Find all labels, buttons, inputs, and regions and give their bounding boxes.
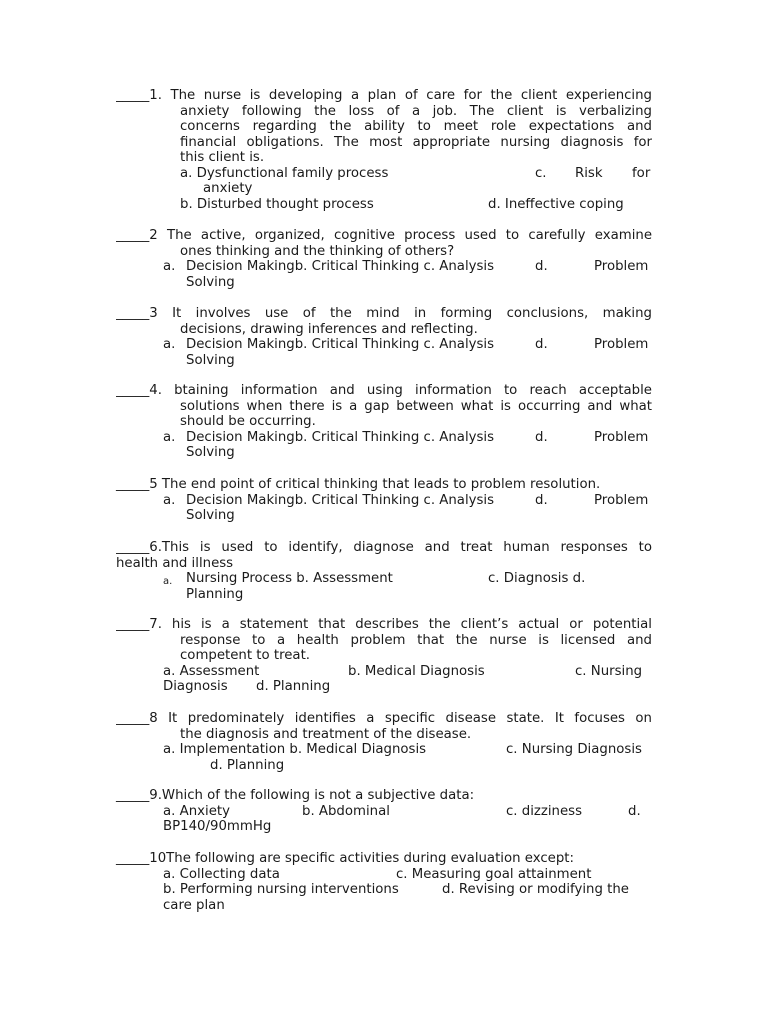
option-c: c. Nursing xyxy=(575,663,643,679)
question-2 xyxy=(116,228,652,290)
question-text: this client is. xyxy=(180,150,265,165)
question-text: response to a health problem that the nurse is licensed and xyxy=(180,632,652,648)
question-text: decisions, drawing inferences and reflecting. xyxy=(180,321,478,337)
question-text: _____3 It involves use of the mind in forming conclusions, making xyxy=(116,306,652,321)
option-c-continuation: anxiety xyxy=(203,181,253,196)
question-5 xyxy=(116,477,652,524)
options-abc: Decision Makingb. Critical Thinking c. Analysis xyxy=(186,429,495,445)
option-d-continuation: BP140/90mmHg xyxy=(163,819,272,834)
option-d-continuation: Planning xyxy=(186,586,244,602)
question-10 xyxy=(116,851,652,913)
question-text: anxiety following the loss of a job. The client is verbalizing xyxy=(180,103,652,119)
option-d: Problem xyxy=(594,259,649,274)
question-4 xyxy=(116,383,652,461)
option-c-label: c. xyxy=(535,165,547,181)
question-text: health and illness xyxy=(116,555,234,571)
option-c: c. Measuring goal attainment xyxy=(396,866,592,882)
option-d-continuation: Solving xyxy=(186,445,235,460)
options-ab: a. Implementation b. Medical Diagnosis xyxy=(163,742,427,757)
options-row xyxy=(116,882,652,898)
question-text: _____9.Which of the following is not a subjective data: xyxy=(116,788,475,803)
question-text: the diagnosis and treatment of the disease. xyxy=(180,726,472,742)
option-d-continuation: care plan xyxy=(163,897,225,913)
options-row xyxy=(116,804,652,820)
option-c: c. Nursing Diagnosis xyxy=(506,742,642,757)
option-d-label: d. xyxy=(628,803,641,819)
question-7 xyxy=(116,617,652,695)
option-c-word: Risk xyxy=(575,165,603,181)
options-row xyxy=(116,430,652,446)
question-1 xyxy=(116,88,652,212)
option-a-label: a. xyxy=(163,337,176,352)
option-d-continuation: Solving xyxy=(186,352,235,368)
question-text: _____2 The active, organized, cognitive process used to carefully examine xyxy=(116,228,652,243)
options-row xyxy=(116,867,652,883)
option-c-continuation: Diagnosis xyxy=(163,679,228,694)
option-b: b. Medical Diagnosis xyxy=(348,663,485,679)
option-d: d. Revising or modifying the xyxy=(442,882,629,897)
question-text: ones thinking and the thinking of others? xyxy=(180,243,455,259)
option-d-continuation: Solving xyxy=(186,274,235,290)
options-row xyxy=(116,679,652,695)
option-a-label: a. xyxy=(163,429,176,445)
options-row xyxy=(116,664,652,680)
question-9 xyxy=(116,788,652,835)
question-text: _____7. his is a statement that describes the client’s actual or potential xyxy=(116,617,652,632)
question-text: _____8 It predominately identifies a specific disease state. It focuses on xyxy=(116,711,652,726)
option-d-label: d. xyxy=(535,259,548,274)
question-text: _____4. btaining information and using information to reach acceptable xyxy=(116,383,652,398)
option-b: b. Abdominal xyxy=(302,803,390,819)
options-abc: Decision Makingb. Critical Thinking c. Analysis xyxy=(186,492,495,508)
option-a: a. Assessment xyxy=(163,663,260,679)
option-a: a. Dysfunctional family process xyxy=(180,165,389,181)
options-abc: Decision Makingb. Critical Thinking c. Analysis xyxy=(186,259,495,274)
question-text: _____1. The nurse is developing a plan of care for the client experiencing xyxy=(116,88,652,103)
options-row xyxy=(116,197,652,213)
option-d-label: d. xyxy=(535,429,548,445)
options-cd: c. Diagnosis d. xyxy=(488,571,586,586)
options-row xyxy=(116,571,652,587)
question-3 xyxy=(116,306,652,368)
option-b: b. Performing nursing interventions xyxy=(163,882,399,897)
option-d-continuation: Solving xyxy=(186,508,235,523)
question-text: should be occurring. xyxy=(180,414,316,429)
question-text: _____10The following are specific activities during evaluation except: xyxy=(116,851,574,866)
option-d: d. Planning xyxy=(210,757,285,773)
question-text: competent to treat. xyxy=(180,648,311,663)
option-a-label: a. xyxy=(163,259,176,274)
options-row xyxy=(116,337,652,353)
option-d: Problem xyxy=(594,337,649,352)
options-row xyxy=(116,493,652,509)
option-d: Problem xyxy=(594,492,649,508)
option-a-label: a. xyxy=(163,492,176,508)
options-row xyxy=(116,742,652,758)
option-a: a. Anxiety xyxy=(163,803,230,819)
option-d: d. Ineffective coping xyxy=(488,196,624,212)
options-row xyxy=(116,259,652,275)
option-d: d. Planning xyxy=(256,679,331,694)
question-text: _____6.This is used to identify, diagnose and treat human responses to xyxy=(116,540,652,555)
options-ab: Nursing Process b. Assessment xyxy=(186,571,393,586)
question-text: financial obligations. The most appropriate nursing diagnosis for xyxy=(180,134,652,150)
question-6 xyxy=(116,540,652,602)
options-abc: Decision Makingb. Critical Thinking c. Analysis xyxy=(186,337,495,352)
option-c: c. dizziness xyxy=(506,803,583,819)
question-text: concerns regarding the ability to meet role expectations and xyxy=(180,119,652,134)
option-b: b. Disturbed thought process xyxy=(180,196,374,212)
option-d-label: d. xyxy=(535,492,548,508)
question-8 xyxy=(116,711,652,773)
options-row xyxy=(116,181,652,197)
question-text: _____5 The end point of critical thinking that leads to problem resolution. xyxy=(116,477,601,492)
option-d: Problem xyxy=(594,429,649,445)
options-row xyxy=(116,166,652,182)
question-text: solutions when there is a gap between what is occurring and what xyxy=(180,398,652,414)
option-d-label: d. xyxy=(535,337,548,352)
option-a: a. Collecting data xyxy=(163,866,280,882)
option-a-label: a. xyxy=(163,576,173,587)
option-c-word: for xyxy=(632,165,651,181)
